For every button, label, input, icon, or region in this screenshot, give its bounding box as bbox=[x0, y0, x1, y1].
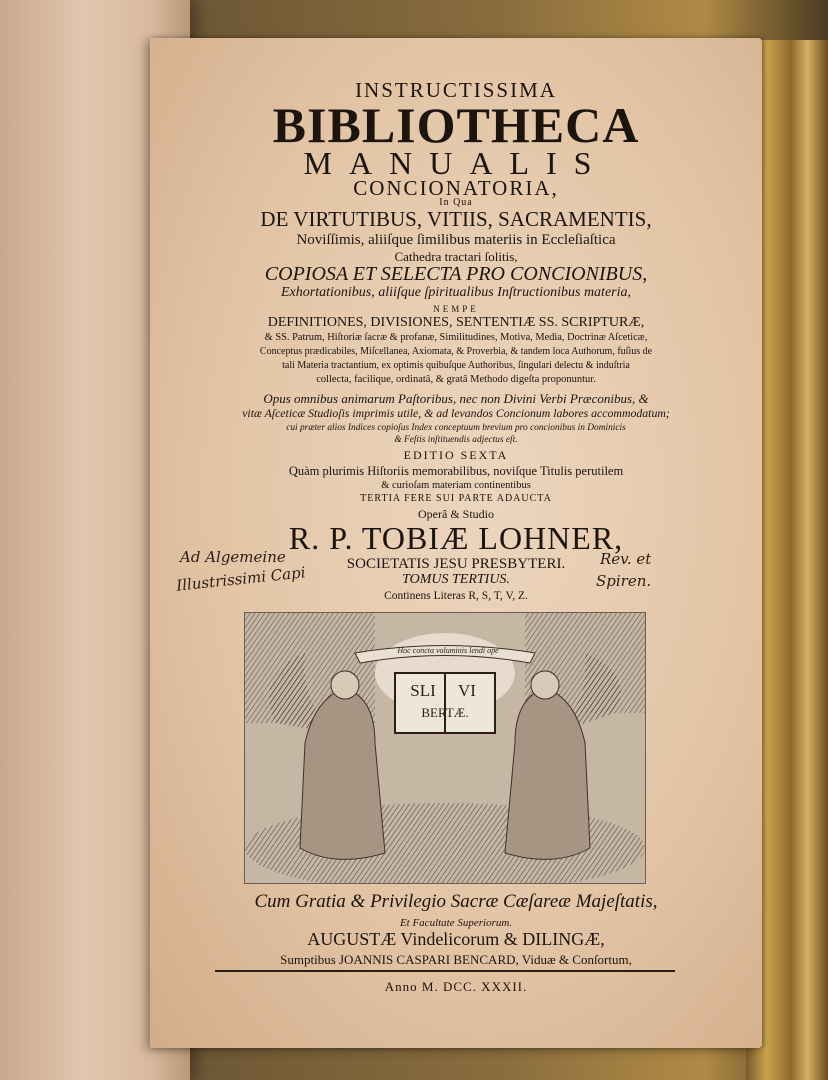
imprint-sumptibus: Sumptibus JOANNIS CASPARI BENCARD, Viduæ & Conſortum, bbox=[280, 952, 632, 967]
title-line-copiosa: COPIOSA ET SELECTA PRO CONCIONIBUS, bbox=[264, 263, 648, 285]
imprint-rule bbox=[215, 970, 675, 972]
title-line-cui: cui præter alios Indices copioſus Index conceptuum brevium pro concionibus in Dominicis bbox=[286, 423, 626, 433]
engraving-banner-text: Hoc concta voluminis lendi ope bbox=[397, 646, 499, 655]
engraving-book-left-2: BERTÆ. bbox=[421, 705, 469, 720]
handwritten-note-right-1: Rev. et bbox=[600, 550, 652, 568]
title-line-collecta: collecta, facilique, ordinatâ, & gratâ Methodo digeſta proponuntur. bbox=[316, 374, 596, 385]
title-editio-sexta: EDITIO SEXTA bbox=[403, 448, 509, 462]
handwritten-note-right-2: Spiren. bbox=[596, 572, 652, 590]
title-line-concionatoria: CONCIONATORIA, bbox=[353, 176, 559, 200]
title-line-instructissima: INSTRUCTISSIMA bbox=[355, 78, 557, 102]
title-in-qua: In Qua bbox=[439, 197, 473, 208]
title-line-tali-materia: tali Materia tractantium, ex optimis quibuſque Authoribus, ſingulari delectu & induſtria bbox=[282, 360, 630, 371]
engraving-angels-with-book bbox=[244, 612, 646, 884]
title-line-opus: Opus omnibus animarum Paſtoribus, nec non Divini Verbi Præconibus, & bbox=[263, 391, 649, 406]
title-line-exhortationibus: Exhortationibus, aliiſque ſpiritualibus Inſtructionibus materia, bbox=[281, 285, 631, 300]
title-line-quam: Quàm plurimis Hiſtoriis memorabilibus, noviſque Titulis perutilem bbox=[288, 464, 624, 478]
title-line-manualis: MANUALIS bbox=[303, 145, 609, 181]
engraving-book-left-1: SLI bbox=[410, 681, 436, 700]
handwritten-note-left-1: Ad Algemeine bbox=[180, 548, 286, 566]
title-line-novissimis: Noviſſimis, aliiſque ſimilibus materiis in Eccleſiaſtica bbox=[296, 232, 616, 248]
title-line-patrum: & SS. Patrum, Hiſtoriæ ſacræ & profanæ, Similitudines, Motiva, Media, Doctrinæ Aſceticæ, bbox=[264, 332, 648, 343]
title-line-vitae: vitæ Aſceticæ Studioſis imprimis utile, & ad levandos Concionum labores accommodatum; bbox=[242, 406, 670, 420]
engraving-book-right: VI bbox=[458, 681, 476, 700]
title-author-name: R. P. TOBIÆ LOHNER, bbox=[288, 520, 624, 556]
title-line-cathedra: Cathedra tractari ſolitis, bbox=[394, 249, 518, 264]
title-line-curiosam: & curioſam materiam continentibus bbox=[381, 480, 531, 491]
title-line-festis: & Feſtis inſtituendis adjectus eſt. bbox=[394, 435, 518, 445]
imprint-anno: Anno M. DCC. XXXII. bbox=[384, 979, 528, 994]
imprint-facultate: Et Facultate Superiorum. bbox=[399, 917, 513, 929]
title-line-conceptus: Conceptus prædicabiles, Miſcellanea, Axiomata, & Proverbia, & tandem loca Authorum, fuſius de bbox=[259, 346, 653, 357]
title-line-tertia: TERTIA FERE SUI PARTE ADAUCTA bbox=[360, 493, 552, 504]
title-societatis: SOCIETATIS JESU PRESBYTERI. bbox=[346, 556, 566, 572]
imprint-augustae: AUGUSTÆ Vindelicorum & DILINGÆ, bbox=[307, 929, 605, 949]
handwritten-note-left-2: Illustrissimi Capi bbox=[175, 563, 307, 595]
title-line-de-virtutibus: DE VIRTUTIBUS, VITIIS, SACRAMENTIS, bbox=[260, 207, 652, 231]
title-line-bibliotheca: BIBLIOTHECA bbox=[272, 97, 640, 153]
title-tomus-tertius: TOMUS TERTIUS. bbox=[402, 572, 510, 587]
title-line-opera: Operâ & Studio bbox=[418, 507, 494, 521]
title-nempe: NEMPE bbox=[433, 304, 479, 314]
imprint-cum-gratia: Cum Gratia & Privilegio Sacræ Cæſareæ Majeſtatis, bbox=[254, 891, 658, 912]
title-line-definitiones: DEFINITIONES, DIVISIONES, SENTENTIÆ SS. SCRIPTURÆ, bbox=[267, 315, 645, 330]
title-continens: Continens Literas R, S, T, V, Z. bbox=[384, 590, 528, 602]
